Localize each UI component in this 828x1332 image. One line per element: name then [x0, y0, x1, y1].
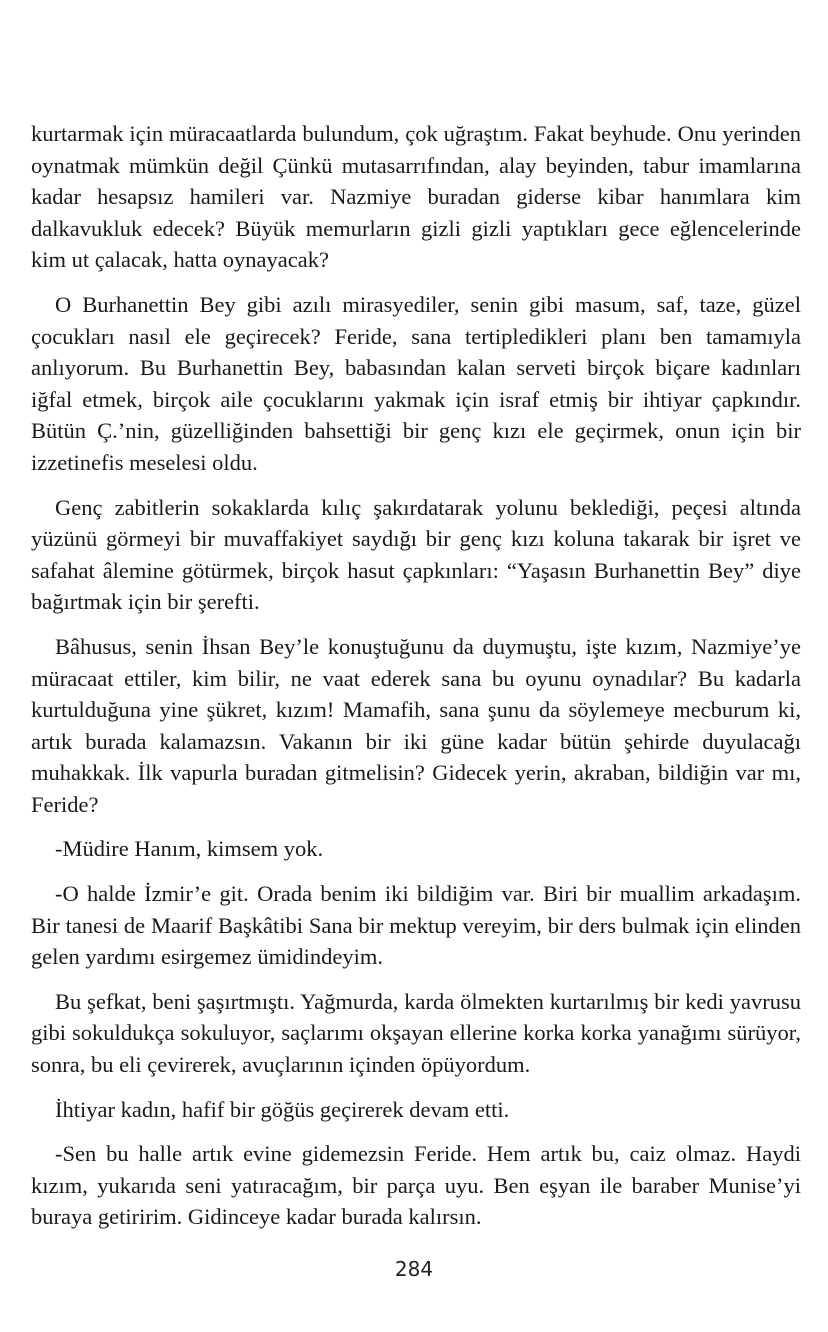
paragraph-2: O Burhanettin Bey gibi azılı mirasyediler, senin gibi masum, saf, taze, güzel çocukları nasıl ele geçirecek? Feride, sana tertipledikleri planı ben tamamıyla anlıyorum. Bu Burhanettin Bey, babasından kalan serveti birçok biçare kadınları iğfal etmek, birçok aile çocuklarını yakmak için israf etmiş bir ihtiyar çapkındır. Bütün Ç.’nin, güzelliğinden bahsettiği bir genç kızı ele geçirmek, onun için bir izzetinefis meselesi oldu.: [31, 291, 801, 475]
paragraph-1: kurtarmak için müracaatlarda bulundum, çok uğraştım. Fakat beyhude. Onu yerinden oynatmak mümkün değil Çünkü mutasarrıfından, alay beyinden, tabur imamlarına kadar hesapsız hamileri var. Nazmiye buradan giderse kibar hanımlara kim dalkavukluk edecek? Büyük memurların gizli gizli yaptıkları gece eğlencelerinde kim ut çalacak, hatta oynayacak?: [31, 121, 801, 273]
paragraph-3: Genç zabitlerin sokaklarda kılıç şakırdatarak yolunu beklediği, peçesi altında yüzünü görmeyi bir muvaffakiyet saydığı bir genç kızı koluna takarak bir işret ve safahat âlemine götürmek, birçok hasut çapkınları: “Yaşasın Burhanettin Bey” diye bağırtmak için bir şerefti.: [31, 494, 801, 615]
paragraph-7: Bu şefkat, beni şaşırtmıştı. Yağmurda, karda ölmekten kurtarılmış bir kedi yavrusu gibi sokuldukça sokuluyor, saçlarımı okşayan ellerine korka korka yanağımı sürüyor, sonra, bu eli çevirerek, avuçlarının içinden öpüyordum.: [31, 988, 801, 1078]
paragraph-5: -Müdire Hanım, kimsem yok.: [55, 836, 324, 862]
page-number: 284: [394, 1257, 434, 1281]
paragraph-9: -Sen bu halle artık evine gidemezsin Feride. Hem artık bu, caiz olmaz. Haydi kızım, yukarıda seni yatıracağım, bir parça uyu. Ben eşyan ile baraber Munise’yi buraya getiririm. Gidinceye kadar burada kalırsın.: [31, 1141, 801, 1230]
paragraph-4: Bâhusus, senin İhsan Bey’le konuştuğunu da duymuştu, işte kızım, Nazmiye’ye müracaat ettiler, kim bilir, ne vaat ederek sana bu oyunu oynadılar? Bu kadarla kurtulduğuna yine şükret, kızım! Mamafih, sana şunu da söylemeye mecburum ki, artık burada kalamazsın. Vakanın bir iki güne kadar bütün şehirde duyulacağı muhakkak. İlk vapurla buradan gitmelisin? Gidecek yerin, akraban, bildiğin var mı, Feride?: [31, 633, 801, 817]
body-text: [31, 118, 801, 1246]
paragraph-8: İhtiyar kadın, hafif bir göğüs geçirerek devam etti.: [55, 1096, 510, 1122]
paragraph-6: -O halde İzmir’e git. Orada benim iki bildiğim var. Biri bir muallim arkadaşım. Bir tanesi de Maarif Başkâtibi Sana bir mektup vereyim, bir ders bulmak için elinden gelen yardımı esirgemez ümidindeyim.: [31, 881, 801, 970]
